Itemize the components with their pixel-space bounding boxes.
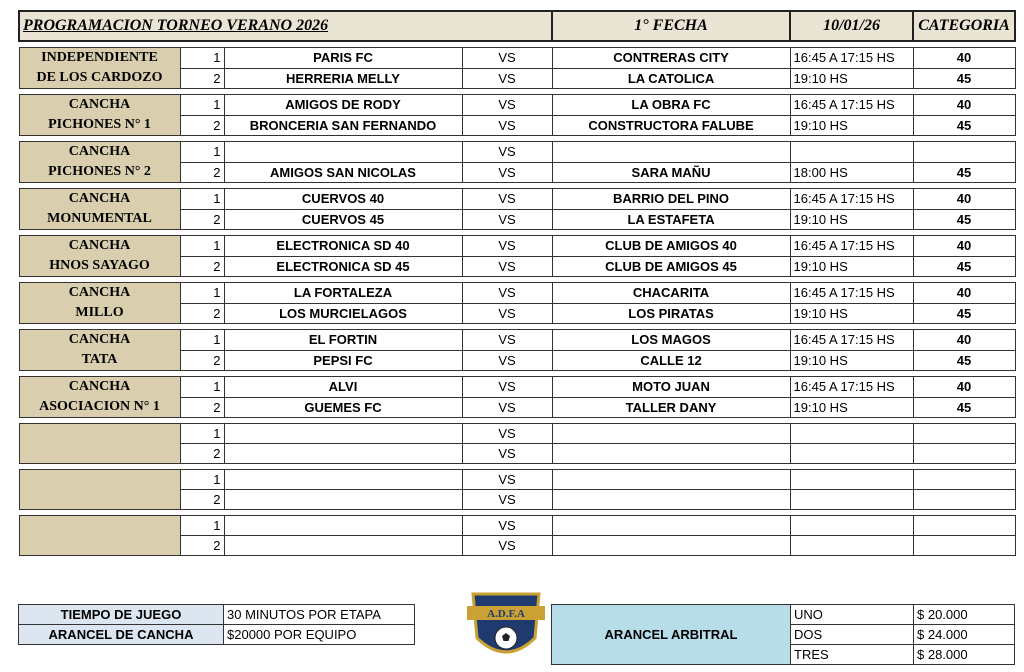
venue-name [19,236,180,277]
match-category [913,142,1015,163]
match-number: 2 [180,444,224,464]
match-category: 40 [913,377,1015,398]
match-row [19,142,1015,163]
match-time [790,470,913,490]
home-team: BRONCERIA SAN FERNANDO [224,115,462,136]
home-team: LOS MURCIELAGOS [224,303,462,324]
match-category: 45 [913,209,1015,230]
match-row [19,377,1015,398]
home-team: CUERVOS 45 [224,209,462,230]
match-time [790,142,913,163]
tiempo-value: 30 MINUTOS POR ETAPA [224,605,415,625]
home-team [224,490,462,510]
venue-name [19,95,180,136]
arbitral-name: TRES [791,645,914,665]
arancel-cancha-value: $20000 POR EQUIPO [224,625,415,645]
vs-label: VS [462,189,552,210]
match-time [790,516,913,536]
away-team [552,444,790,464]
venue-name [19,470,180,510]
venue-name-line-2: PICHONES N° 1 [48,117,151,132]
match-row [19,283,1015,304]
venue-name [19,48,180,89]
match-number: 2 [180,397,224,418]
home-team: PARIS FC [224,48,462,69]
header-row [19,11,1015,41]
venue-name [19,330,180,371]
vs-label: VS [462,283,552,304]
vs-label: VS [462,95,552,116]
away-team: MOTO JUAN [552,377,790,398]
match-number: 2 [180,350,224,371]
vs-label: VS [462,115,552,136]
away-team: TALLER DANY [552,397,790,418]
match-number: 2 [180,115,224,136]
match-category: 40 [913,283,1015,304]
match-time: 19:10 HS [790,350,913,371]
match-time: 19:10 HS [790,397,913,418]
match-number: 1 [180,516,224,536]
match-row [19,516,1015,536]
arancel-cancha-label: ARANCEL DE CANCHA [19,625,224,645]
away-team: LOS MAGOS [552,330,790,351]
match-time: 16:45 A 17:15 HS [790,95,913,116]
match-category: 40 [913,48,1015,69]
match-number: 1 [180,470,224,490]
home-team: ALVI [224,377,462,398]
venue-name [19,142,180,183]
vs-label: VS [462,48,552,69]
arancel-cancha-row [19,625,415,645]
match-category: 45 [913,397,1015,418]
match-number: 2 [180,162,224,183]
venue-name-line-2: MILLO [75,305,124,320]
vs-label: VS [462,536,552,556]
match-time [790,424,913,444]
match-category: 45 [913,256,1015,277]
match-number: 1 [180,377,224,398]
match-row [19,236,1015,257]
home-team: AMIGOS SAN NICOLAS [224,162,462,183]
match-number: 2 [180,209,224,230]
away-team: BARRIO DEL PINO [552,189,790,210]
venue-name-line-1: CANCHA [68,332,131,347]
venue-name-line-2: HNOS SAYAGO [49,258,150,273]
match-time: 19:10 HS [790,303,913,324]
venue-name-line-1: CANCHA [68,238,131,253]
match-category: 40 [913,330,1015,351]
match-row [19,470,1015,490]
match-time: 19:10 HS [790,115,913,136]
match-number: 1 [180,142,224,163]
away-team [552,536,790,556]
venue-name [19,189,180,230]
match-category: 45 [913,350,1015,371]
away-team: LA ESTAFETA [552,209,790,230]
schedule-table [18,10,1016,556]
arbitral-price: $ 24.000 [914,625,1015,645]
venue-name [19,377,180,418]
home-team: CUERVOS 40 [224,189,462,210]
match-time: 19:10 HS [790,68,913,89]
venue-name-line-1: CANCHA [68,144,131,159]
match-number: 1 [180,236,224,257]
match-row [19,189,1015,210]
logo-text: A.D.F.A [487,608,525,620]
fecha-label: 1° FECHA [552,11,790,41]
away-team: SARA MAÑU [552,162,790,183]
match-category [913,536,1015,556]
match-number: 2 [180,303,224,324]
match-number: 1 [180,330,224,351]
vs-label: VS [462,162,552,183]
schedule-body [19,11,1015,556]
match-time: 16:45 A 17:15 HS [790,283,913,304]
match-number: 1 [180,189,224,210]
home-team: GUEMES FC [224,397,462,418]
vs-label: VS [462,444,552,464]
match-category [913,424,1015,444]
match-row [19,95,1015,116]
home-team: AMIGOS DE RODY [224,95,462,116]
venue-name-line-1: CANCHA [68,191,131,206]
venue-name [19,424,180,464]
match-number: 1 [180,283,224,304]
away-team [552,490,790,510]
schedule-sheet [18,10,1016,556]
home-team [224,516,462,536]
away-team: LA CATOLICA [552,68,790,89]
match-time: 16:45 A 17:15 HS [790,236,913,257]
arbitral-row-1 [552,605,1015,625]
away-team: CLUB DE AMIGOS 45 [552,256,790,277]
away-team [552,470,790,490]
match-row [19,424,1015,444]
vs-label: VS [462,470,552,490]
home-team [224,142,462,163]
match-category: 40 [913,236,1015,257]
venue-name-line-2: ASOCIACION N° 1 [39,399,160,414]
vs-label: VS [462,142,552,163]
match-time: 19:10 HS [790,256,913,277]
match-time: 16:45 A 17:15 HS [790,330,913,351]
match-number: 1 [180,424,224,444]
away-team: CALLE 12 [552,350,790,371]
match-row [19,48,1015,69]
away-team: CHACARITA [552,283,790,304]
categoria-header: CATEGORIA [913,11,1015,41]
away-team: LA OBRA FC [552,95,790,116]
home-team: ELECTRONICA SD 45 [224,256,462,277]
match-category: 40 [913,95,1015,116]
venue-name-line-1: CANCHA [68,285,131,300]
vs-label: VS [462,330,552,351]
vs-label: VS [462,516,552,536]
home-team [224,424,462,444]
match-category: 45 [913,162,1015,183]
arbitral-label: ARANCEL ARBITRAL [552,605,791,665]
home-team [224,470,462,490]
home-team [224,444,462,464]
match-category [913,490,1015,510]
match-number: 1 [180,95,224,116]
arbitral-price: $ 20.000 [914,605,1015,625]
match-time: 19:10 HS [790,209,913,230]
away-team: LOS PIRATAS [552,303,790,324]
vs-label: VS [462,350,552,371]
match-number: 2 [180,256,224,277]
match-number: 1 [180,48,224,69]
vs-label: VS [462,424,552,444]
arbitral-panel [551,604,1015,665]
venue-name [19,516,180,556]
match-time [790,536,913,556]
home-team [224,536,462,556]
venue-name-line-2: TATA [81,352,118,367]
venue-name-line-2: DE LOS CARDOZO [36,70,163,85]
vs-label: VS [462,303,552,324]
tiempo-row [19,605,415,625]
match-time: 16:45 A 17:15 HS [790,377,913,398]
venue-name-line-2: MONUMENTAL [47,211,152,226]
arbitral-price: $ 28.000 [914,645,1015,665]
venue-name-line-1: CANCHA [68,379,131,394]
home-team: EL FORTIN [224,330,462,351]
date-label: 10/01/26 [790,11,913,41]
home-team: ELECTRONICA SD 40 [224,236,462,257]
away-team: CLUB DE AMIGOS 40 [552,236,790,257]
vs-label: VS [462,256,552,277]
vs-label: VS [462,490,552,510]
match-number: 2 [180,536,224,556]
match-time [790,490,913,510]
page-title: PROGRAMACION TORNEO VERANO 2026 [19,11,552,41]
away-team [552,424,790,444]
match-row [19,330,1015,351]
home-team: HERRERIA MELLY [224,68,462,89]
vs-label: VS [462,377,552,398]
venue-name [19,283,180,324]
match-category: 40 [913,189,1015,210]
match-category [913,516,1015,536]
match-number: 2 [180,490,224,510]
arbitral-name: DOS [791,625,914,645]
match-time: 16:45 A 17:15 HS [790,48,913,69]
home-team: PEPSI FC [224,350,462,371]
match-number: 2 [180,68,224,89]
away-team: CONSTRUCTORA FALUBE [552,115,790,136]
match-category [913,444,1015,464]
away-team [552,516,790,536]
arbitral-name: UNO [791,605,914,625]
vs-label: VS [462,209,552,230]
vs-label: VS [462,68,552,89]
match-time: 16:45 A 17:15 HS [790,189,913,210]
away-team: CONTRERAS CITY [552,48,790,69]
match-time [790,444,913,464]
match-category: 45 [913,303,1015,324]
tiempo-label: TIEMPO DE JUEGO [19,605,224,625]
adfa-logo [465,586,547,666]
venue-name-line-1: INDEPENDIENTE [41,50,158,65]
vs-label: VS [462,397,552,418]
match-time: 18:00 HS [790,162,913,183]
vs-label: VS [462,236,552,257]
away-team [552,142,790,163]
match-category [913,470,1015,490]
match-category: 45 [913,68,1015,89]
match-category: 45 [913,115,1015,136]
venue-name-line-1: CANCHA [68,97,131,112]
venue-name-line-2: PICHONES N° 2 [48,164,151,179]
info-panel [18,604,415,645]
home-team: LA FORTALEZA [224,283,462,304]
